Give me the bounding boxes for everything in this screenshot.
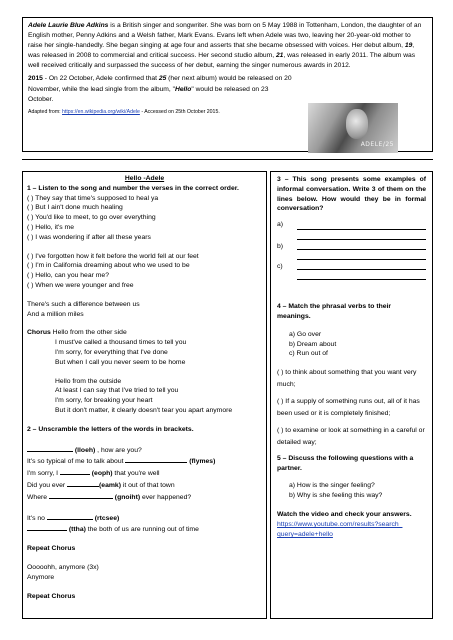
verse-item: ( ) They say that time's supposed to heal ya (27, 194, 159, 202)
answer-c: c) (277, 260, 426, 280)
phrasal-verb-item: c) Run out of (289, 350, 328, 358)
lyric-line: I'm sorry, for breaking your heart (55, 397, 153, 405)
lyric-line: Ooooohh, anymore (3x) (27, 563, 99, 571)
verse-item: ( ) I was wondering if after all these years (27, 233, 151, 241)
unscramble-line-1: (lloeh) , how are you? (27, 444, 262, 456)
chorus-line: But when I call you never seem to be home (55, 358, 186, 366)
answer-line[interactable] (297, 220, 426, 230)
source-citation: Adapted from: https://en.wikipedia.org/wiki/Adele - Accessed on 25th October 2015. (28, 108, 220, 115)
wikipedia-link[interactable]: https://en.wikipedia.org/wiki/Adele (62, 108, 140, 115)
answer-blank[interactable] (27, 444, 73, 452)
verse-item: ( ) Hello, it's me (27, 223, 74, 231)
unscramble-line-7: (ttha) the both of us are running out of time (27, 523, 262, 535)
lyric-line: And a million miles (27, 310, 84, 318)
meaning-2: ( ) If a supply of something runs out, all of it has been used or it is completely finished; (277, 398, 420, 418)
answer-blank[interactable] (47, 512, 93, 520)
release-paragraph: 2015 - On 22 October, Adele confirmed that 25 (her next album) would be released on 20 November, while the lead single from the album, "Hello" would be released on 23 October. (28, 75, 292, 103)
discussion-question-a: a) How is the singer feeling? (289, 481, 375, 489)
phrasal-verbs-list (277, 330, 426, 359)
question-3: 3 – This song presents some examples of informal conversation. Write 3 of them on the lines below. How would they be in formal conversation? (277, 176, 426, 213)
chorus-line: I'm sorry, for everything that I've done (55, 348, 168, 356)
answer-blank[interactable] (60, 467, 90, 475)
repeat-chorus-1: Repeat Chorus (27, 545, 76, 553)
phrasal-verb-item: b) Dream about (289, 340, 337, 348)
verse-item: ( ) Hello, can you hear me? (27, 272, 109, 280)
chorus-line: I must've called a thousand times to tell you (55, 339, 187, 347)
unscramble-line-3: I'm sorry, I (eoph) that you're well (27, 467, 262, 479)
answer-blank[interactable] (49, 491, 113, 499)
answer-line[interactable] (297, 260, 426, 270)
watch-instruction: Watch the video and check your answers. (277, 511, 412, 519)
phrasal-verb-item: a) Go over (289, 330, 322, 338)
youtube-link[interactable]: https://www.youtube.com/results?search_ (277, 521, 403, 529)
answer-line[interactable] (297, 250, 426, 260)
lyric-line: But it don't matter, it clearly doesn't tear you apart anymore (55, 406, 233, 414)
left-column (22, 171, 267, 619)
lyric-line: Hello from the outside (55, 377, 122, 385)
question-1: 1 – Listen to the song and number the verses in the correct order. (27, 184, 239, 192)
album-logo: ADELE/25 (360, 140, 394, 148)
youtube-link-continued[interactable]: query=adele+hello (277, 530, 333, 538)
lyric-line: Anymore (27, 573, 55, 581)
verse-item: ( ) I'm in California dreaming about who we used to be (27, 262, 190, 270)
answer-blank[interactable] (67, 479, 99, 487)
verse-item: ( ) When we were younger and free (27, 281, 134, 289)
bio-paragraph: Adele Laurie Blue Adkins is a British singer and songwriter. She was born on 5 May 1988 in Tottenham, London, the daughter of an English mother, Penny Adkins and a Welsh father, Mark Evans. Evans left when Adele was two, leaving her 20-year-old mother to raise her single-handedly. She began singing at age four and asserts that she became obsessed with voices. Her debut album, 19, was released in 2008 to commercial and critical success. Her second studio album, 21, was released in early 2011. The album was well received critically and surpassed the success of her debut, earning the singer numerous awards in 2012. (28, 22, 422, 70)
verse-item: ( ) You'd like to meet, to go over everything (27, 214, 156, 222)
question-4: 4 – Match the phrasal verbs to their meanings. (277, 303, 392, 320)
song-title: Hello -Adele (124, 175, 165, 182)
unscramble-line-6: It's no (rtcsee) (27, 512, 262, 524)
unscramble-line-4: Did you ever (eamk) it out of that town (27, 479, 262, 491)
lyric-line: At least I can say that I've tried to tell you (55, 387, 179, 395)
answer-b: b) (277, 240, 426, 260)
unscramble-line-2: It's so typical of me to talk about (flymes) (27, 455, 262, 467)
unscramble-line-5: Where (gnoiht) ever happened? (27, 491, 262, 503)
outside-lines (27, 377, 262, 416)
divider-line (22, 159, 433, 160)
verse-item: ( ) I've forgotten how it felt before the world fell at our feet (27, 252, 199, 260)
answer-line[interactable] (297, 270, 426, 280)
biography-box (22, 17, 433, 152)
repeat-chorus-2: Repeat Chorus (27, 592, 76, 600)
answer-blank[interactable] (125, 455, 187, 463)
verses-group-a (27, 194, 262, 243)
lyric-line: There's such a difference between us (27, 300, 140, 308)
right-column (270, 171, 433, 619)
question-5: 5 – Discuss the following questions with a partner. (277, 455, 414, 472)
answer-line[interactable] (297, 230, 426, 240)
verse-item: ( ) But I ain't done much healing (27, 204, 123, 212)
discussion-question-b: b) Why is she feeling this way? (289, 491, 383, 499)
chorus-lines (27, 338, 262, 367)
meaning-1: ( ) to think about something that you want very much; (277, 369, 417, 389)
chorus-first-line: Chorus Hello from the other side (27, 329, 127, 337)
answer-line[interactable] (297, 240, 426, 250)
album-cover-image (308, 103, 398, 153)
portrait-shape (346, 109, 368, 139)
verses-group-b (27, 252, 262, 291)
answer-a: a) (277, 220, 426, 240)
answer-blank[interactable] (27, 523, 67, 531)
meaning-3: ( ) to examine or look at something in a careful or detailed way; (277, 427, 425, 447)
question-2: 2 – Unscramble the letters of the words in brackets. (27, 425, 194, 433)
